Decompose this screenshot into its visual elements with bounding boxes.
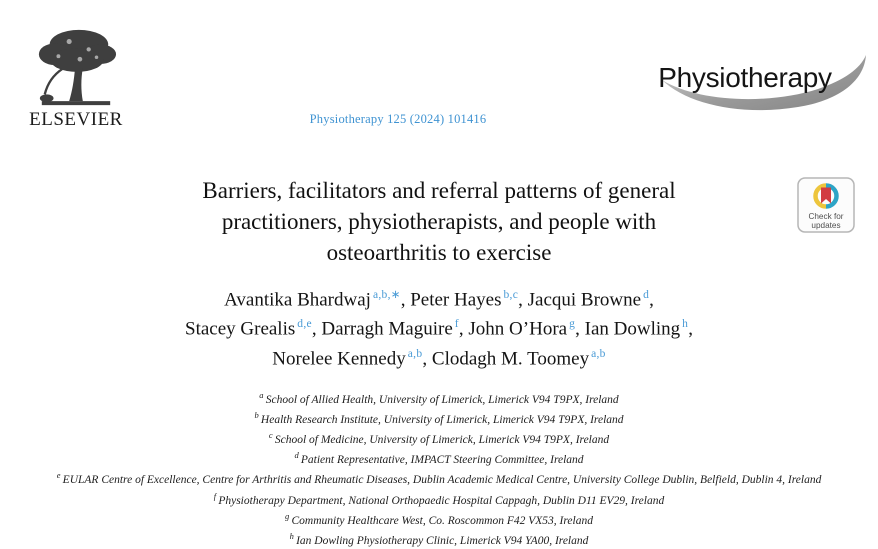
affiliation-label: c: [268, 430, 273, 441]
author-line: Avantika Bhardwaj $^{a,b,∗}$, Peter Hayes $^{b,c}$, Jacqui Browne $^d$,: [224, 289, 654, 311]
affiliation-label: g: [285, 510, 290, 521]
author-line: Norelee Kennedy $^{a,b}$, Clodagh M. Toomey $^{a,b}$: [272, 347, 606, 369]
author-affiliation-superscript: g: [569, 318, 576, 331]
journal-logo: [648, 44, 870, 112]
badge-text-line2: updates: [811, 221, 841, 230]
affiliations: [15, 388, 863, 549]
affiliation-label: b: [254, 410, 259, 421]
affiliation: $^f$ Physiotherapy Department, National Orthopaedic Hospital Cappagh, Dublin D11 EV29, Ireland: [213, 490, 665, 507]
author-affiliation-superscript: b,c: [503, 289, 519, 301]
affiliation: $^c$ School of Medicine, University of Limerick, Limerick V94 T9PX, Ireland: [268, 430, 610, 447]
author-line: Stacey Grealis $^{d,e}$, Darragh Maguire $^f$, John O’Hora $^g$, Ian Dowling $^h$,: [185, 318, 693, 340]
author-name: Norelee Kennedy: [272, 347, 406, 369]
author-name: Jacqui Browne: [527, 289, 642, 311]
author-name: John O’Hora: [468, 318, 568, 340]
affiliation-label: a: [259, 389, 264, 400]
author-name: Darragh Maguire: [321, 318, 453, 340]
author-affiliation-superscript: h: [682, 318, 689, 331]
article-title: [0, 175, 878, 268]
author-affiliation-superscript: d,e: [297, 318, 312, 331]
affiliation: $^a$ School of Allied Health, University of Limerick, Limerick V94 T9PX, Ireland: [259, 389, 619, 406]
main-column: [0, 175, 878, 549]
affiliation: $^e$ EULAR Centre of Excellence, Centre for Arthritis and Rheumatic Diseases, Dublin Academic Medical Centre, University College Dublin, Belfield, Dublin 4, Ireland: [56, 470, 822, 487]
affiliation: $^g$ Community Healthcare West, Co. Roscommon F42 VX53, Ireland: [285, 510, 593, 527]
elsevier-wordmark: ELSEVIER: [29, 109, 123, 130]
affiliation-label: d: [294, 450, 299, 461]
affiliation: $^b$ Health Research Institute, University of Limerick, Limerick V94 T9PX, Ireland: [254, 410, 624, 426]
author-name: Avantika Bhardwaj: [224, 289, 371, 311]
elsevier-tree-icon: [32, 24, 120, 108]
author-affiliation-superscript: a,b: [407, 347, 423, 360]
author-affiliation-superscript: f: [454, 318, 459, 331]
affiliation: $^h$ Ian Dowling Physiotherapy Clinic, Limerick V94 YA00, Ireland: [289, 530, 589, 547]
author-name: Ian Dowling: [584, 318, 681, 340]
title-line: practitioners, physiotherapists, and people with: [221, 209, 657, 234]
author-name: Stacey Grealis: [185, 318, 296, 340]
authors: [0, 283, 878, 371]
author-affiliation-superscript: a,b: [591, 347, 606, 360]
title-line: osteoarthritis to exercise: [326, 240, 552, 265]
title-line: Barriers, facilitators and referral patterns of general: [202, 178, 676, 203]
journal-swoosh-icon: [648, 44, 870, 112]
journal-citation: Physiotherapy 125 (2024) 101416: [309, 112, 487, 126]
journal-logo-text: Physiotherapy: [658, 62, 832, 93]
author-affiliation-superscript: a,b,∗: [372, 289, 401, 301]
badge-text-line1: Check for: [808, 212, 844, 221]
author-affiliation-superscript: d: [643, 289, 650, 301]
affiliation-label: f: [213, 490, 217, 501]
author-name: Peter Hayes: [410, 289, 502, 311]
affiliation-label: e: [56, 470, 61, 481]
author-name: Clodagh M. Toomey: [431, 347, 590, 369]
affiliation-label: h: [289, 530, 295, 541]
affiliation: $^d$ Patient Representative, IMPACT Steering Committee, Ireland: [294, 450, 584, 467]
